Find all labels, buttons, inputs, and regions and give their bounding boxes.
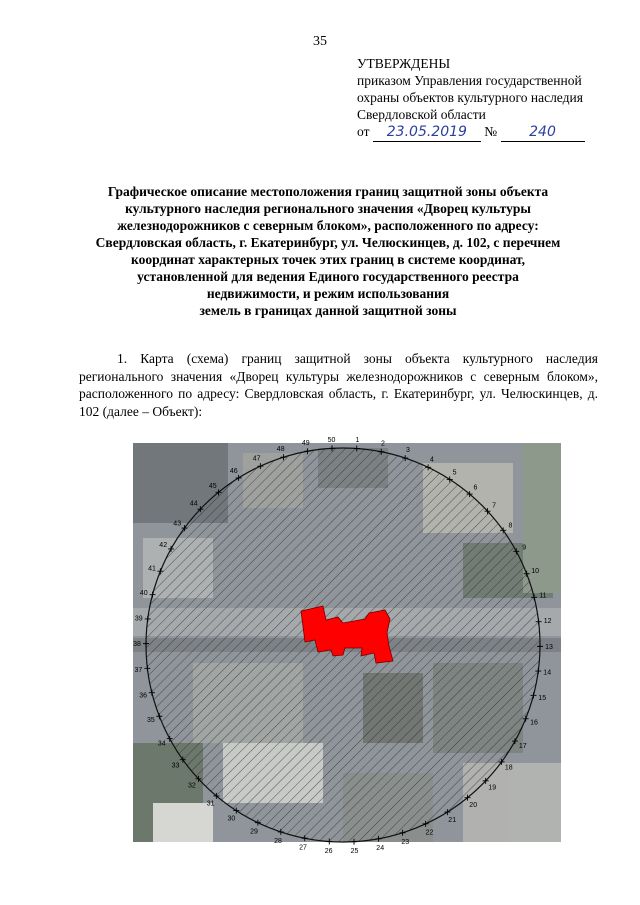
- boundary-point-label: 13: [545, 643, 553, 651]
- title-line: недвижимости, и режим использования: [206, 286, 450, 301]
- boundary-point-label: 44: [189, 500, 198, 508]
- boundary-point-label: 18: [504, 764, 513, 772]
- boundary-point-label: 50: [327, 436, 336, 444]
- boundary-point-label: 31: [206, 800, 215, 808]
- boundary-point-label: 36: [139, 692, 147, 700]
- boundary-point-label: 5: [452, 469, 457, 477]
- approval-block: [357, 55, 585, 142]
- boundary-point-label: 33: [171, 762, 180, 770]
- approval-heading: УТВЕРЖДЕНЫ: [357, 56, 451, 71]
- boundary-point-label: 49: [301, 439, 310, 447]
- boundary-point-label: 3: [406, 447, 410, 454]
- approval-date: 23.05.2019: [373, 124, 481, 142]
- title-line: Графическое описание местоположения границ защитной зоны объекта: [107, 184, 549, 199]
- boundary-point-label: 7: [492, 502, 497, 510]
- boundary-point-label: 17: [518, 743, 527, 750]
- title-line: культурного наследия регионального значения «Дворец культуры: [125, 201, 531, 216]
- boundary-point-label: 15: [538, 695, 547, 703]
- boundary-point-label: 32: [188, 782, 196, 790]
- boundary-point-label: 30: [227, 815, 236, 823]
- map-canvas: [133, 436, 561, 856]
- boundary-point-label: 20: [469, 802, 478, 810]
- zone-map: [133, 436, 561, 856]
- boundary-point-label: 8: [508, 522, 513, 530]
- boundary-point-label: 14: [543, 669, 552, 677]
- approval-number: 240: [501, 124, 585, 142]
- title-line: установленной для ведения Единого государственного реестра: [137, 269, 519, 284]
- boundary-point-label: 41: [148, 565, 156, 573]
- title-line: земель в границах данной защитной зоны: [199, 303, 457, 318]
- boundary-point-label: 42: [159, 542, 168, 549]
- boundary-point-label: 43: [173, 520, 182, 528]
- boundary-point-label: 28: [274, 838, 282, 845]
- number-prefix: №: [484, 124, 498, 139]
- boundary-point-label: 12: [543, 618, 552, 626]
- boundary-point-label: 19: [488, 784, 497, 792]
- boundary-point-label: 1: [355, 437, 360, 444]
- boundary-point-label: 46: [229, 467, 238, 475]
- boundary-point-label: 23: [401, 838, 410, 846]
- approval-line: Свердловской области: [357, 107, 486, 122]
- boundary-point-label: 45: [208, 482, 217, 490]
- boundary-point-label: 48: [276, 446, 285, 454]
- boundary-point-label: 4: [430, 456, 434, 464]
- title-line: координат характерных точек этих границ в системе координат,: [130, 252, 526, 267]
- boundary-point-label: 22: [425, 829, 434, 837]
- boundary-point-label: 9: [522, 544, 527, 552]
- title-line: железнодорожников с северным блоком», расположенного по адресу:: [117, 218, 539, 233]
- boundary-point-label: 16: [530, 719, 538, 727]
- intro-paragraph: 1. Карта (схема) границ защитной зоны объекта культурного наследия регионального значения «Дворец культуры железнодорожников с северным блоком», расположенного по адресу: Свердловская область, г. Екатеринбург, ул. Челюскинцев, д. 102 (далее – Объект):: [79, 351, 598, 419]
- page-number: 35: [313, 34, 327, 49]
- boundary-point-label: 21: [448, 817, 457, 825]
- boundary-point-label: 35: [147, 717, 155, 724]
- boundary-point-label: 26: [324, 848, 333, 855]
- approval-line: охраны объектов культурного наследия: [357, 90, 583, 105]
- boundary-point-label: 29: [250, 828, 258, 836]
- approval-line: приказом Управления государственной: [357, 73, 582, 88]
- boundary-point-label: 47: [252, 455, 261, 463]
- boundary-point-label: 10: [531, 568, 539, 575]
- approval-date-line: [357, 123, 585, 142]
- boundary-point-label: 27: [299, 844, 307, 852]
- boundary-point-label: 37: [134, 666, 143, 674]
- document-title: [80, 183, 576, 319]
- boundary-point-label: 11: [539, 592, 547, 600]
- boundary-point-label: 34: [157, 740, 166, 748]
- title-line: Свердловская область, г. Екатеринбург, ул. Челюскинцев, д. 102, с перечнем: [95, 235, 561, 250]
- boundary-point-label: 25: [350, 848, 359, 856]
- boundary-point-label: 39: [134, 615, 143, 623]
- boundary-point-label: 2: [381, 440, 385, 448]
- boundary-point-label: 24: [376, 845, 385, 853]
- date-prefix: от: [357, 124, 370, 139]
- boundary-point-label: 38: [133, 641, 141, 649]
- boundary-point-label: 40: [139, 589, 148, 597]
- boundary-point-label: 6: [473, 484, 478, 492]
